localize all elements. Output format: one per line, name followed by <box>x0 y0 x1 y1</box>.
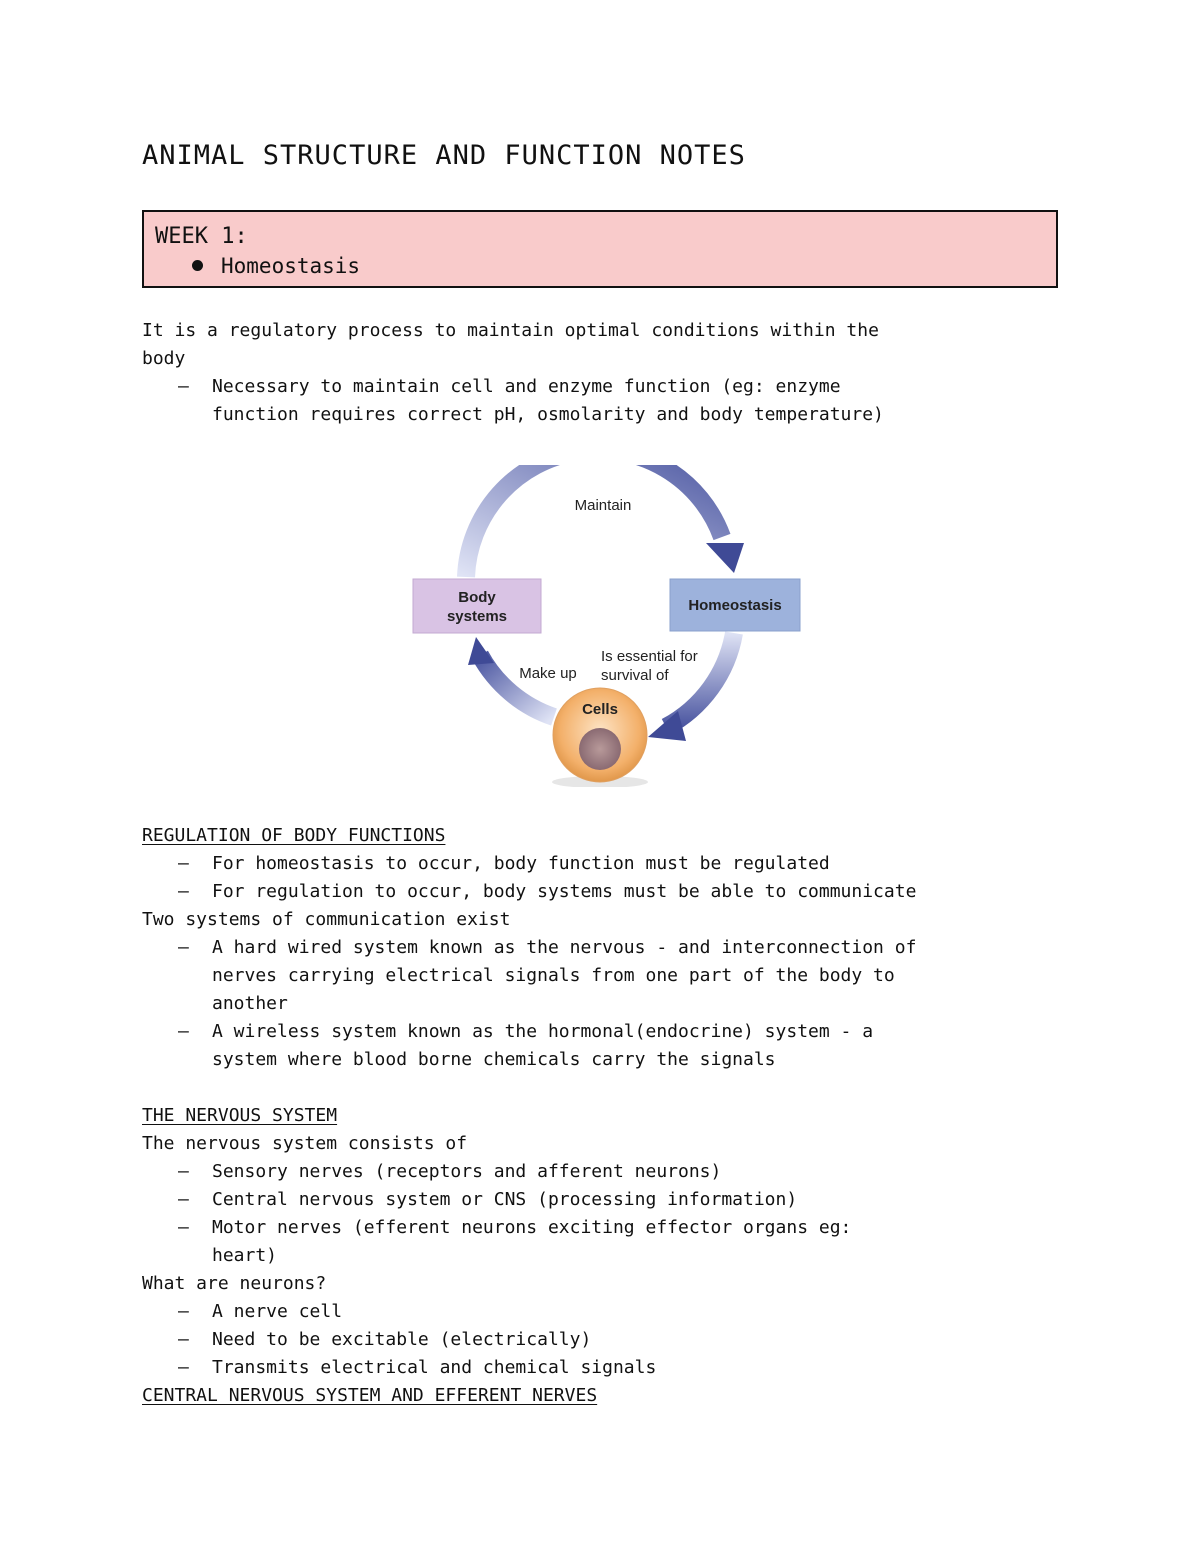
dash-marker: – <box>178 1161 189 1182</box>
regulation-bullet-4-line-2: system where blood borne chemicals carry the signals <box>212 1049 776 1070</box>
nervous-bullet-1-text: Sensory nerves (receptors and afferent neurons) <box>212 1161 722 1182</box>
intro-bullet-line-1: Necessary to maintain cell and enzyme function (eg: enzyme <box>212 376 841 397</box>
neurons-bullet-1-text: A nerve cell <box>212 1301 343 1322</box>
maintain-label: Maintain <box>574 497 632 514</box>
neurons-bullet-2-text: Need to be excitable (electrically) <box>212 1329 592 1350</box>
regulation-bullet-3-line-1: A hard wired system known as the nervous - and interconnection of <box>212 937 917 958</box>
dash-marker: – <box>178 853 189 874</box>
regulation-bullet-3-line-3: another <box>212 993 288 1014</box>
body-systems-label-2: systems <box>446 608 508 625</box>
page-title: ANIMAL STRUCTURE AND FUNCTION NOTES <box>142 140 746 171</box>
week-bullet-text: Homeostasis <box>221 254 361 278</box>
essential-label-1: Is essential for <box>601 648 698 665</box>
intro-bullet-line-2: function requires correct pH, osmolarity and body temperature) <box>212 404 884 425</box>
essential-label-2: survival of <box>601 667 669 684</box>
dash-marker: – <box>178 1329 189 1350</box>
homeostasis-diagram <box>404 465 806 787</box>
homeostasis-label: Homeostasis <box>688 597 782 614</box>
week-title: WEEK 1: <box>155 224 248 249</box>
dash-marker: – <box>178 376 189 397</box>
bullet-icon <box>192 260 203 271</box>
week-bullet <box>192 254 360 278</box>
dash-marker: – <box>178 1217 189 1238</box>
neurons-question: What are neurons? <box>142 1273 327 1294</box>
nervous-bullet-2-text: Central nervous system or CNS (processing information) <box>212 1189 798 1210</box>
body-systems-label-1: Body <box>458 589 496 606</box>
dash-marker: – <box>178 937 189 958</box>
regulation-bullet-3-line-2: nerves carrying electrical signals from one part of the body to <box>212 965 895 986</box>
make-up-label: Make up <box>519 665 577 682</box>
regulation-bullet-2-text: For regulation to occur, body systems must be able to communicate <box>212 881 917 902</box>
intro-line-1: It is a regulatory process to maintain optimal conditions within the <box>142 320 879 341</box>
nervous-bullet-3-line-2: heart) <box>212 1245 278 1266</box>
regulation-bullet-1-text: For homeostasis to occur, body function must be regulated <box>212 853 830 874</box>
regulation-bullet-4-line-1: A wireless system known as the hormonal(endocrine) system - a <box>212 1021 874 1042</box>
dash-marker: – <box>178 1301 189 1322</box>
cells-label: Cells <box>582 701 618 718</box>
intro-line-2: body <box>142 348 186 369</box>
regulation-line: Two systems of communication exist <box>142 909 511 930</box>
dash-marker: – <box>178 881 189 902</box>
dash-marker: – <box>178 1021 189 1042</box>
nucleus-icon <box>579 728 621 770</box>
arrow-head-homeostasis <box>706 543 744 573</box>
cns-heading: CENTRAL NERVOUS SYSTEM AND EFFERENT NERVES <box>142 1385 598 1406</box>
dash-marker: – <box>178 1357 189 1378</box>
neurons-bullet-3-text: Transmits electrical and chemical signals <box>212 1357 657 1378</box>
dash-marker: – <box>178 1189 189 1210</box>
nervous-line: The nervous system consists of <box>142 1133 468 1154</box>
arc-maintain <box>466 465 722 577</box>
week-box <box>142 210 1058 288</box>
arrow-head-body-systems <box>468 637 494 665</box>
regulation-heading: REGULATION OF BODY FUNCTIONS <box>142 825 446 846</box>
nervous-bullet-3-line-1: Motor nerves (efferent neurons exciting effector organs eg: <box>212 1217 852 1238</box>
nervous-heading: THE NERVOUS SYSTEM <box>142 1105 338 1126</box>
